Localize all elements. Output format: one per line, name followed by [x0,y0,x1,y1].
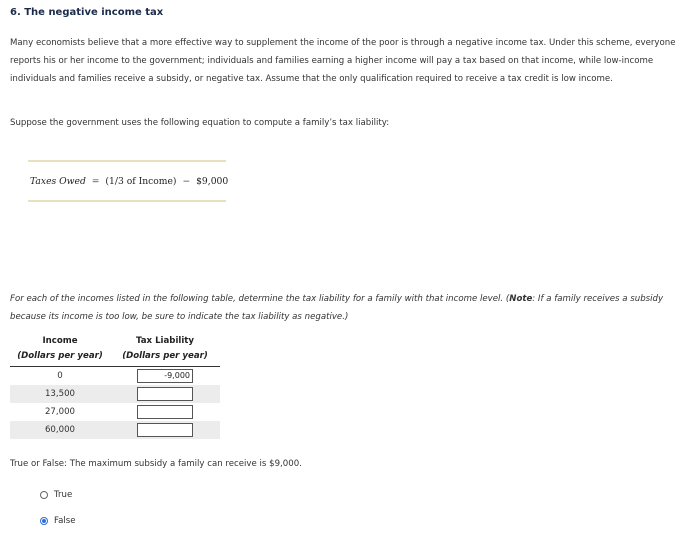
table-row [10,403,220,421]
option-true-label: True [54,490,73,500]
equation [30,176,228,187]
liability-input[interactable] [137,405,193,419]
table-row [10,421,220,439]
equation-equals: = [91,176,100,187]
intro-paragraph: Many economists believe that a more effective way to supplement the income of the poor is through a negative income tax. Under this scheme, everyone reports his or her income to the government; individuals and families earning a higher income will pay a tax based on that income, while low-income individuals and families receive a subsidy, or negative tax. Assume that the only qualification required to receive a tax credit is low income. [10,38,676,84]
liability-input[interactable] [137,387,193,401]
liability-input[interactable]: -9,000 [137,369,193,383]
tax-table [10,334,220,439]
question-title: 6. The negative income tax [10,7,164,18]
liability-input[interactable] [137,423,193,437]
instructions-note: : If a family receives a subsidy because its income is too low, be sure to indicate the tax liability as negative.) [10,294,664,322]
equation-constant: $9,000 [196,176,229,187]
option-false[interactable] [40,516,76,526]
option-false-label: False [54,516,76,526]
table-row [10,367,220,386]
income-cell: 60,000 [10,421,110,439]
equation-rhs: (1/3 of Income) [105,176,177,187]
radio-selected-icon[interactable] [40,517,48,525]
instructions-main: For each of the incomes listed in the following table, determine the tax liability for a family with that income level. ( [10,294,510,304]
col-liability-sub: (Dollars per year) [122,351,208,361]
suppose-text: Suppose the government uses the following equation to compute a family’s tax liability: [10,118,390,128]
instructions [10,290,682,326]
col-income-title: Income [42,336,78,346]
col-income-sub: (Dollars per year) [17,351,103,361]
income-cell: 27,000 [44,407,76,417]
true-false-question: True or False: The maximum subsidy a family can receive is $9,000. [10,459,302,469]
equation-box [28,160,229,202]
income-cell: 0 [57,371,63,381]
radio-unselected-icon[interactable] [40,491,48,499]
income-cell: 13,500 [10,385,110,403]
equation-lhs: Taxes Owed [30,176,86,187]
table-row [10,385,220,403]
col-liability-title: Tax Liability [135,336,194,346]
option-true[interactable] [40,490,72,500]
note-label: Note [509,294,533,304]
equation-minus: − [182,176,191,187]
